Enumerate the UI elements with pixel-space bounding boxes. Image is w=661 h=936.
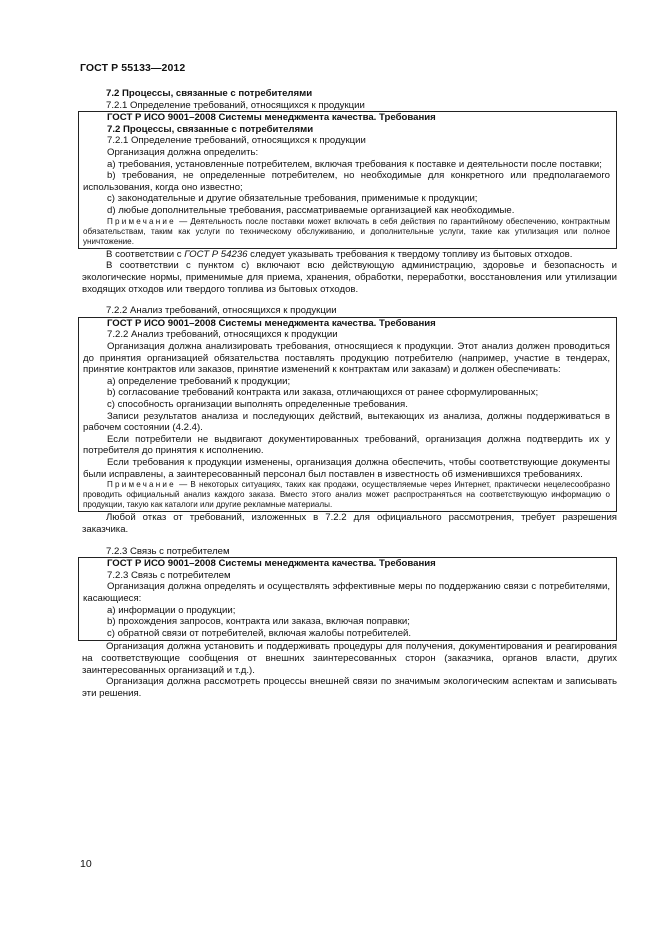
list-item-a: а) требования, установленные потребителем, включая требования к поставке и деятельности после поставки; (107, 158, 602, 170)
quote-box-paragraph: Если требования к продукции изменены, организация должна обеспечить, чтобы соответствующие документы были исправлены, а заинтересованный персонал был поставлен в известность об изменившихся требованиях. (83, 456, 610, 480)
quote-box-paragraph: Если потребители не выдвигают документированных требований, организация должна подтвердить их у потребителя до принятия к исполнению. (83, 433, 610, 457)
quote-box-intro: Организация должна определить: (107, 146, 259, 158)
quote-box-heading: ГОСТ Р ИСО 9001–2008 Системы менеджмента качества. Требования (107, 317, 436, 329)
note-text: — В некоторых ситуациях, таких как продажи, осуществляемые через Интернет, практически нецелесообразно проводить официальный анализ каждого заказа. Вместо этого анализ может распространяться на соответствующую информацию о продукции, такую как каталоги или другие рекламные материалы. (83, 480, 610, 510)
page-content (82, 88, 617, 699)
quote-box-title: 7.2 Процессы, связанные с потребителями (107, 123, 314, 135)
quote-box-subtitle: 7.2.3 Связь с потребителем (107, 569, 231, 581)
quote-box-iso-7-2-1 (78, 111, 617, 249)
subsection-title-7-2-1: 7.2.1 Определение требований, относящихся к продукции (106, 99, 365, 111)
paragraph: В соответствии с пунктом c) включают всю действующую администрацию, здоровье и безопасность и экологические нормы, применимые для приема, хранения, обработки, переработки, восстановления или утилизации входящих отходов или твердого топлива из бытовых отходов. (82, 260, 617, 295)
list-item-a: а) информации о продукции; (107, 604, 236, 616)
list-item-d: d) любые дополнительные требования, рассматриваемые организацией как необходимые. (107, 204, 515, 216)
page-number: 10 (80, 858, 92, 870)
quote-box-subtitle: 7.2.1 Определение требований, относящихся к продукции (107, 135, 366, 147)
list-item-b: b) прохождения запросов, контракта или заказа, включая поправки; (107, 616, 410, 628)
note-label: Примечание (107, 216, 176, 226)
list-item-b: b) требования, не определенные потребителем, но необходимые для конкретного или предполагаемого использования, когда оно известно; (83, 170, 610, 193)
paragraph: Организация должна установить и поддерживать процедуры для получения, документирования и реагирования на соответствующие сообщения от внешних заинтересованных сторон (заказчика, органов власти, других заинтересованных организаций и т.д.). (82, 641, 617, 676)
quote-box-subtitle: 7.2.2 Анализ требований, относящихся к продукции (107, 329, 338, 341)
standard-reference: ГОСТ Р 54236 (184, 248, 248, 260)
list-item-c: c) обратной связи от потребителей, включая жалобы потребителей. (107, 627, 412, 639)
list-item-c: c) способность организации выполнять определенные требования. (107, 398, 408, 410)
paragraph: Организация должна рассмотреть процессы внешней связи по значимым экологическим аспектам и записывать эти решения. (82, 676, 617, 699)
section-title-7-2: 7.2 Процессы, связанные с потребителями (106, 88, 313, 99)
paragraph: Любой отказ от требований, изложенных в 7.2.2 для официального рассмотрения, требует разрешения заказчика. (82, 512, 617, 535)
subsection-title-7-2-2: 7.2.2 Анализ требований, относящихся к продукции (106, 305, 337, 317)
quote-box-iso-7-2-3 (78, 557, 617, 641)
quote-box-iso-7-2-2 (78, 317, 617, 513)
text-run: В соответствии с (106, 248, 185, 260)
text-run: следует указывать требования к твердому топливу из бытовых отходов. (247, 248, 573, 260)
quote-box-heading: ГОСТ Р ИСО 9001–2008 Системы менеджмента качества. Требования (107, 112, 436, 124)
subsection-title-7-2-3: 7.2.3 Связь с потребителем (106, 545, 230, 557)
document-header: ГОСТ Р 55133—2012 (80, 62, 186, 74)
note-text: — Деятельность после поставки может включать в себя действия по гарантийному обеспечению, контрактным обязательствам, таким как услуги по техническому обслуживанию, и дополнительные услуги, такие как утилизация или полное уничтожение. (83, 216, 610, 246)
list-item-b: b) согласование требований контракта или заказа, отличающихся от ранее сформулированных; (107, 387, 539, 399)
paragraph (82, 249, 617, 261)
quote-box-note (83, 480, 610, 510)
quote-box-paragraph: Записи результатов анализа и последующих действий, вытекающих из анализа, должны поддерживаться в рабочем состоянии (4.2.4). (83, 410, 610, 434)
quote-box-paragraph: Организация должна анализировать требования, относящиеся к продукции. Этот анализ должен проводиться до принятия организацией обязательства поставлять продукцию потребителю (например, участие в тендерах, принятие контрактов или заказов, принятие изменений к контрактам или заказам) и должен обеспечивать: (83, 340, 610, 376)
list-item-a: а) определение требований к продукции; (107, 375, 291, 387)
quote-box-heading: ГОСТ Р ИСО 9001–2008 Системы менеджмента качества. Требования (107, 558, 436, 570)
quote-box-note (83, 217, 610, 247)
list-item-c: c) законодательные и другие обязательные требования, применимые к продукции; (107, 193, 478, 205)
note-label: Примечание (107, 480, 176, 490)
quote-box-paragraph: Организация должна определять и осуществлять эффективные меры по поддержанию связи с потребителями, касающиеся: (83, 581, 610, 604)
